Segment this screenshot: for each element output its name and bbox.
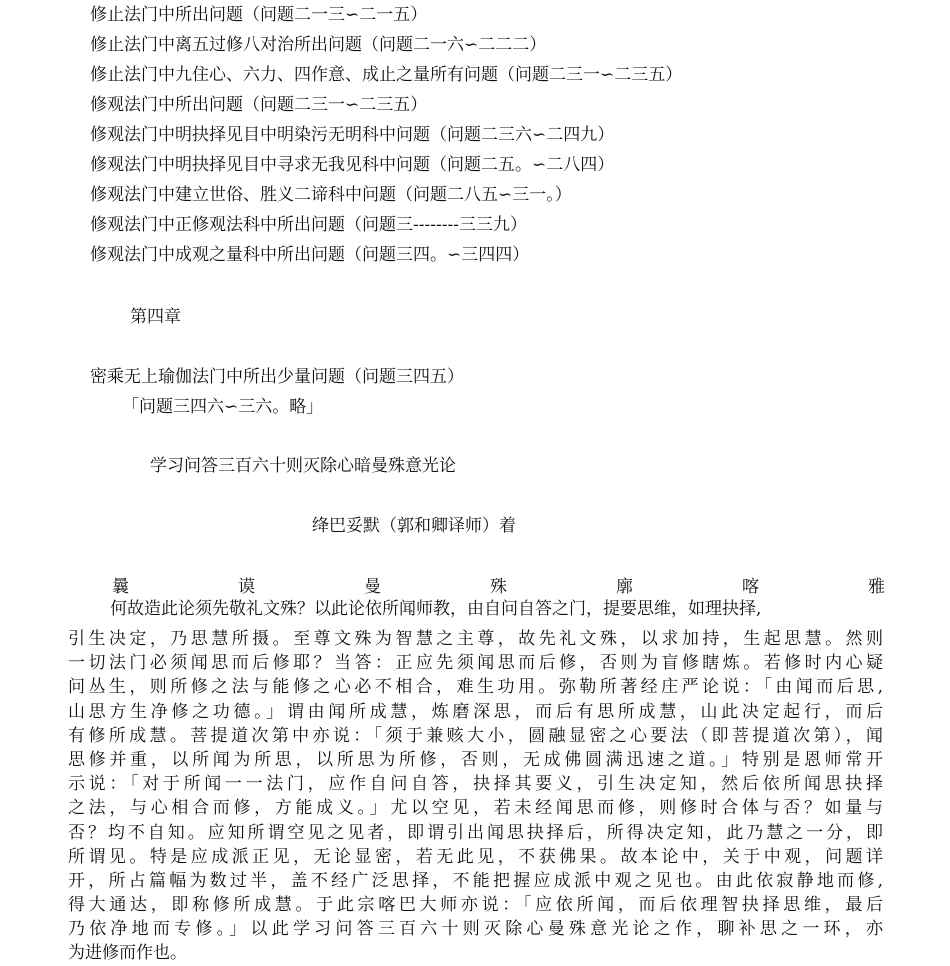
body-line: 有修所成慧。菩提道次第中亦说：「须于兼赅大小，圆融显密之心要法（即菩提道次第），闻 <box>68 725 883 746</box>
intro-first-line: 何故造此论须先敬礼文殊？以此论依所闻师教，由自问自答之门，提要思维，如理抉择, <box>110 599 762 619</box>
body-line: 一切法门必须闻思而后修耶？当答：正应先须闻思而后修，否则为盲修瞎炼。若修时内心疑 <box>68 653 883 674</box>
body-line: 为进修而作也。 <box>68 943 187 964</box>
body-paragraph <box>68 627 883 966</box>
chapter-heading: 第四章 <box>130 307 181 327</box>
body-line: 示说：「对于所闻一一法门，应作自问自答，抉择其要义，引生决定知，然后依所闻思抉择 <box>68 774 883 795</box>
toc-list <box>90 0 930 270</box>
body-line: 得大通达，即称修所成慧。于此宗喀巴大师亦说：「应依所闻，而后依理智抉择思维，最后 <box>68 895 883 916</box>
section-subtitle: 「问题三四六∽三六。略」 <box>122 397 324 417</box>
body-line: 问丛生，则所修之法与能修之心必不相合，难生功用。弥勒所著经庄严论说：「由闻而后思, <box>68 677 883 698</box>
author-line: 绛巴妥默（郭和卿译师）着 <box>312 516 516 536</box>
body-line: 乃依净地而专修。」以此学习问答三百六十则灭除心曼殊意光论之作，聊补思之一环，亦 <box>68 919 883 940</box>
homage-char: 曩 <box>112 577 129 597</box>
toc-line: 修观法门中明抉择见目中寻求无我见科中问题（问题二五。∽二八四） <box>90 155 615 175</box>
body-line: 思修并重，以所闻为所思，以所思为所修，否则，无成佛圆满迅速之道。」特别是恩师常开 <box>68 749 883 770</box>
homage-char: 殊 <box>490 577 507 597</box>
body-line: 之法，与心相合而修，方能成义。」尤以空见，若未经闻思而修，则修时合体与否？如量与 <box>68 798 883 819</box>
toc-line: 修观法门中成观之量科中所出问题（问题三四。∽三四四） <box>90 245 530 265</box>
toc-line: 修观法门中建立世俗、胜义二谛科中问题（问题二八五∽三一。） <box>90 185 572 205</box>
toc-line: 修止法门中离五过修八对治所出问题（问题二一六∽二二二） <box>90 35 547 55</box>
body-line: 引生决定，乃思慧所摄。至尊文殊为智慧之主尊，故先礼文殊，以求加持，生起思慧。然则 <box>68 629 883 649</box>
toc-line: 修观法门中所出问题（问题二三一∽二三五） <box>90 95 428 115</box>
toc-line: 修止法门中所出问题（问题二一三∽二一五） <box>90 5 428 25</box>
book-title: 学习问答三百六十则灭除心暗曼殊意光论 <box>150 456 456 476</box>
homage-char: 喀 <box>742 577 759 597</box>
body-line: 山思方生净修之功德。」谓由闻所成慧，炼磨深思，而后有思所成慧，山此决定起行，而后 <box>68 701 883 722</box>
toc-line: 修观法门中明抉择见目中明染污无明科中问题（问题二三六∽二四九） <box>90 125 615 145</box>
body-line: 开，所占篇幅为数过半，盖不经广泛思择，不能把握应成派中观之见也。由此依寂静地而修, <box>68 870 883 891</box>
toc-line: 修观法门中正修观法科中所出问题（问题三--------三三九） <box>90 215 527 235</box>
toc-line: 修止法门中九住心、六力、四作意、成止之量所有问题（问题二三一∽二三五） <box>90 65 683 85</box>
homage-char: 廓 <box>616 577 633 597</box>
section-title: 密乘无上瑜伽法门中所出少量问题（问题三四五） <box>90 367 464 387</box>
body-line: 否？均不自知。应知所谓空见之见者，即谓引出闻思抉择后，所得决定知，此乃慧之一分，即 <box>68 822 883 843</box>
body-line: 所谓见。特是应成派正见，无论显密，若无此见，不获佛果。故本论中，关于中观，问题详 <box>68 846 883 867</box>
homage-char: 曼 <box>364 577 381 597</box>
homage-char: 谟 <box>238 577 255 597</box>
homage-char: 雅 <box>868 577 885 597</box>
